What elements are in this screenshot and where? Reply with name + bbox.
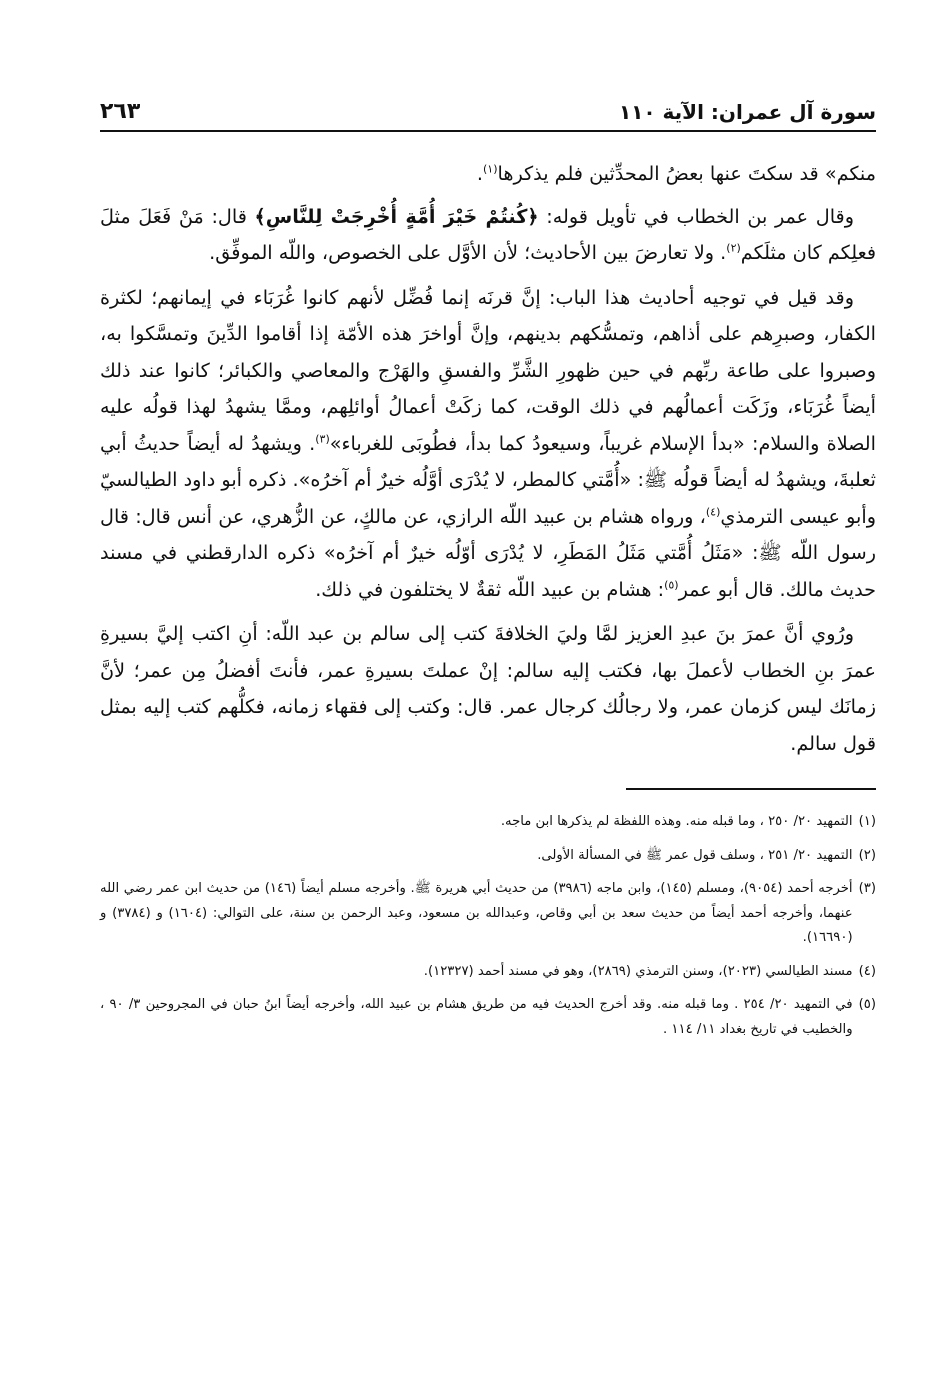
footnote-1: [100, 810, 876, 835]
paragraph-3-text-c: ، ورواه هشام بن عبيد اللّه الرازي، عن مالكٍ، عن الزُّهري، عن أنس قال: قال رسول اللّه ﷺ: «مَثَلُ أُمَّتي مَثَلُ المَطَرِ، لا يُدْرَى أوّلُه خيرٌ أم آخرُه» ذكره الدارقطني في مسند حديث مالك. قال أبو عمر: [100, 504, 876, 601]
footnote-number: (٢): [858, 847, 876, 863]
paragraph-3-text-d: : هشام بن عبيد اللّه ثقةٌ لا يختلفون في ذلك.: [315, 577, 665, 601]
paragraph-4: [100, 616, 876, 762]
footnote-text: التمهيد ٢٠/ ٢٥٠ ، وما قبله منه. وهذه اللفظة لم يذكرها ابن ماجه.: [500, 814, 853, 829]
footnote-number: (١): [858, 814, 876, 829]
paragraph-1-end: .: [476, 162, 483, 185]
footnote-ref-1: (١): [482, 162, 498, 176]
footnote-number: (٣): [858, 881, 876, 896]
book-page: [100, 88, 876, 1368]
paragraph-2: [100, 199, 876, 272]
paragraph-2-text-a: وقال عمر بن الخطاب في تأويل قوله:: [538, 204, 854, 228]
footnote-separator: [626, 788, 876, 790]
footnote-number: (٤): [858, 963, 876, 979]
footnote-4: [100, 960, 876, 985]
paragraph-2-text-b: قال: مَنْ فَعَلَ مثلَ فعلِكم كان مثلَكم: [100, 204, 876, 264]
page-header: [100, 88, 876, 132]
footnote-ref-3: (٣): [315, 432, 330, 446]
paragraph-1: [100, 156, 876, 193]
paragraph-3-text-b: . ويشهدُ له أيضاً حديثُ أبي ثعلبةَ، ويشهدُ له أيضاً قولُه ﷺ: «أُمَّتي كالمطر، لا يُدْرَى أوَّلُه خيرٌ أم آخرُه». ذكره أبو داود الطيالسيّ وأبو عيسى الترمذي: [100, 431, 876, 528]
footnote-5: [100, 993, 876, 1042]
footnote-ref-4: (٤): [705, 505, 721, 519]
footnote-3: [100, 877, 876, 951]
running-title: سورة آل عمران: الآية ١١٠: [618, 100, 876, 124]
footnote-text: مسند الطيالسي (٢٠٢٣)، وسنن الترمذي (٢٨٦٩)، وهو في مسند أحمد (١٢٣٢٧).: [423, 963, 853, 979]
paragraph-3-text-a: وقد قيل في توجيه أحاديث هذا الباب: إنَّ قرنَه إنما فُضِّل لأنهم كانوا غُرَبَاء في إيمانهم؛ لكثرة الكفار، وصبرِهم على أذاهم، وتمسُّكهم بدينهم، وإنَّ أواخرَ هذه الأمّة إذا أقاموا الدِّينَ وتمسَّكوا به، وصبروا على طاعة ربِّهم في حين ظهورِ الشَّرِّ والفسقِ والهَرْج والمعاصي والكبائر؛ كانوا عند ذلك أيضاً غُرَبَاء، وزَكَت أعمالُهم في ذلك الوقت، كما زكَتْ أعمالُ أوائلِهم، وممَّا يشهدُ لهذا قولُه عليه الصلاة والسلام: «بدأ الإسلام غريباً، وسيعودُ كما بدأ، فطُوبَى للغرباء»: [100, 285, 876, 455]
footnote-number: (٥): [858, 997, 876, 1012]
footnote-2: [100, 844, 876, 869]
footnote-text: أخرجه أحمد (٩٠٥٤)، ومسلم (١٤٥)، وابن ماجه (٣٩٨٦) من حديث أبي هريرة ﷺ. وأخرجه مسلم أيضاً (١٤٦) من حديث ابن عمر رضي الله عنهما، وأخرجه أحمد أيضاً من حديث سعد بن أبي وقاص، وعبدالله بن مسعود، وعبد الرحمن بن سنة، على التوالي: (١٦٠٤) و (٣٧٨٤) و (١٦٦٩٠).: [100, 881, 853, 945]
paragraph-2-text-c: . ولا تعارضَ بين الأحاديث؛ لأن الأوَّل على الخصوص، واللّه الموفِّق.: [209, 241, 727, 264]
footnotes: [100, 810, 876, 1042]
page-number: ٢٦٣: [100, 99, 141, 124]
footnote-text: التمهيد ٢٠/ ٢٥١ ، وسلف قول عمر ﷺ في المسألة الأولى.: [537, 847, 853, 863]
paragraph-3: [100, 280, 876, 609]
paragraph-4-text: ورُوي أنَّ عمرَ بنَ عبدِ العزيز لمَّا وليَ الخلافةَ كتب إلى سالم بن عبد اللّه: أنِ اكتب إليَّ بسيرةِ عمرَ بنِ الخطاب لأعملَ بها، فكتب إليه سالم: إنْ عملتَ بسيرةِ عمر، فأنتَ أفضلُ مِن عمر؛ لأنَّ زمانَك ليس كزمان عمر، ولا رجالُك كرجال عمر. قال: وكتب إلى فقهاء زمانه، فكلُّهم كتب إليه بمثل قول سالم.: [100, 622, 876, 755]
footnote-ref-5: (٥): [664, 578, 679, 592]
footnote-text: في التمهيد ٢٠/ ٢٥٤ . وما قبله منه. وقد أخرج الحديث فيه من طريق هشام بن عبيد الله، وأخرجه أيضاً ابنُ حبان في المجروحين ٣/ ٩٠ ، والخطيب في تاريخ بغداد ١١/ ١١٤ .: [100, 997, 853, 1037]
footnote-ref-2: (٢): [726, 241, 741, 255]
quran-verse: ﴿كُنتُمْ خَيْرَ أُمَّةٍ أُخْرِجَتْ لِلنَّاسِ﴾: [254, 204, 539, 228]
paragraph-1-text: منكم» قد سكتَ عنها بعضُ المحدِّثين فلم يذكرها: [497, 162, 876, 185]
main-text: [100, 156, 876, 762]
